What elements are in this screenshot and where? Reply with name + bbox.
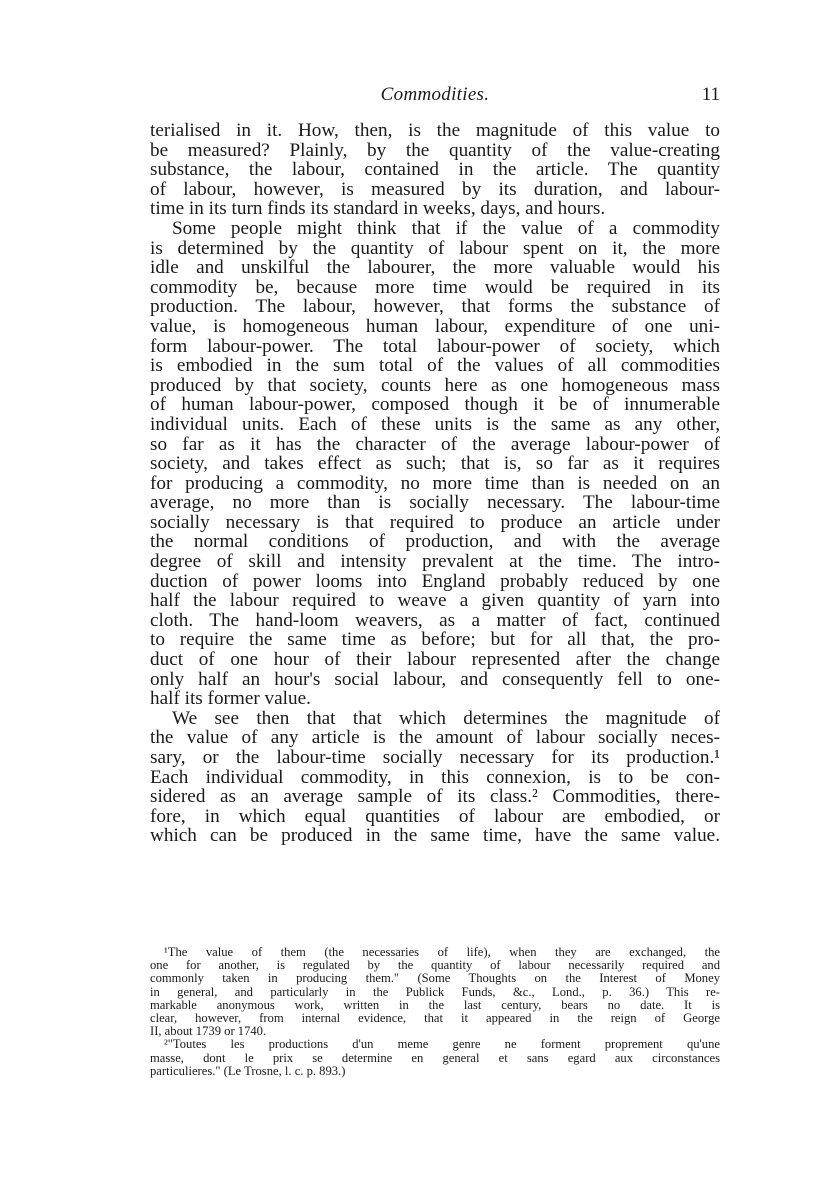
text-line: socially necessary is that required to produce an article under — [150, 511, 720, 533]
text-line: individual units. Each of these units is the same as any other, — [150, 413, 720, 435]
text-line: is determined by the quantity of labour spent on it, the more — [150, 237, 720, 259]
text-line: We see then that that which determines the magnitude of — [172, 707, 720, 729]
page-number: 11 — [701, 84, 720, 105]
text-line: for producing a commodity, no more time than is needed on an — [150, 472, 720, 494]
text-line: cloth. The hand-loom weavers, as a matter of fact, continued — [150, 609, 720, 631]
footnote-line: clear, however, from internal evidence, that it appeared in the reign of George — [150, 1010, 720, 1025]
text-line: commodity be, because more time would be required in its — [150, 276, 720, 298]
text-line: half the labour required to weave a given quantity of yarn into — [150, 590, 720, 612]
text-line: sidered as an average sample of its class.² Commodities, there- — [150, 786, 720, 808]
text-line: so far as it has the character of the average labour-power of — [150, 433, 720, 455]
text-line: value, is homogeneous human labour, expenditure of one uni- — [150, 315, 720, 337]
text-line: duct of one hour of their labour represented after the change — [150, 649, 720, 671]
text-line: Some people might think that if the value of a commodity — [172, 217, 720, 239]
footnote-2 — [150, 1038, 720, 1078]
footnote-line: masse, dont le prix se determine en general et sans egard aux circonstances — [150, 1050, 720, 1065]
text-line: society, and takes effect as such; that is, so far as it requires — [150, 453, 720, 475]
text-line: degree of skill and intensity prevalent at the time. The intro- — [150, 551, 720, 573]
footnote-line: particulieres." (Le Trosne, l. c. p. 893.) — [150, 1063, 346, 1078]
text-line: time in its turn finds its standard in weeks, days, and hours. — [150, 198, 606, 220]
text-line: produced by that society, counts here as one homogeneous mass — [150, 374, 720, 396]
text-line: half its former value. — [150, 688, 311, 710]
text-line: fore, in which equal quantities of labour are embodied, or — [150, 805, 720, 827]
text-line: sary, or the labour-time socially necessary for its production.¹ — [150, 747, 720, 768]
footnote-line: ¹The value of them (the necessaries of life), when they are exchanged, the — [164, 945, 720, 959]
text-line: production. The labour, however, that forms the substance of — [150, 296, 720, 318]
text-line: to require the same time as before; but for all that, the pro- — [150, 629, 720, 651]
footnotes — [150, 946, 720, 1078]
text-line: Each individual commodity, in this connexion, is to be con- — [150, 766, 720, 788]
text-line: of labour, however, is measured by its duration, and labour- — [150, 178, 720, 200]
text-line: the normal conditions of production, and with the average — [150, 531, 720, 553]
text-line: average, no more than is socially necessary. The labour-time — [150, 492, 720, 514]
running-title: Commodities. — [380, 84, 490, 105]
text-line: only half an hour's social labour, and consequently fell to one- — [150, 668, 720, 690]
footnote-line: II, about 1739 or 1740. — [150, 1024, 267, 1039]
footnote-1 — [150, 946, 720, 1038]
text-line: duction of power looms into England probably reduced by one — [150, 570, 720, 592]
footnote-line: markable anonymous work, written in the last century, bears no date. It is — [150, 997, 720, 1012]
paragraph — [150, 219, 720, 709]
text-line: terialised in it. How, then, is the magnitude of this value to — [150, 120, 720, 141]
paragraph — [150, 121, 720, 219]
footnote-line: ²"Toutes les productions d'un meme genre ne forment proprement qu'une — [164, 1037, 720, 1052]
footnote-line: in general, and particularly in the Publick Funds, &c., Lond., p. 36.) This re- — [150, 984, 720, 999]
text-line: which can be produced in the same time, have the same value. — [150, 825, 720, 847]
text-line: of human labour-power, composed though it be of innumerable — [150, 394, 720, 416]
text-line: idle and unskilful the labourer, the more valuable would his — [150, 257, 720, 279]
footnote-line: commonly taken in producing them." (Some Thoughts on the Interest of Money — [150, 971, 720, 986]
body-text — [150, 121, 720, 846]
text-line: form labour-power. The total labour-power of society, which — [150, 335, 720, 357]
text-line: is embodied in the sum total of the values of all commodities — [150, 355, 720, 377]
text-line: the value of any article is the amount of labour socially neces- — [150, 727, 720, 749]
running-head — [150, 84, 720, 114]
text-line: be measured? Plainly, by the quantity of the value-creating — [150, 139, 720, 161]
text-line: substance, the labour, contained in the article. The quantity — [150, 159, 720, 181]
footnote-line: one for another, is regulated by the quantity of labour necessarily required and — [150, 958, 720, 973]
paragraph — [150, 709, 720, 846]
